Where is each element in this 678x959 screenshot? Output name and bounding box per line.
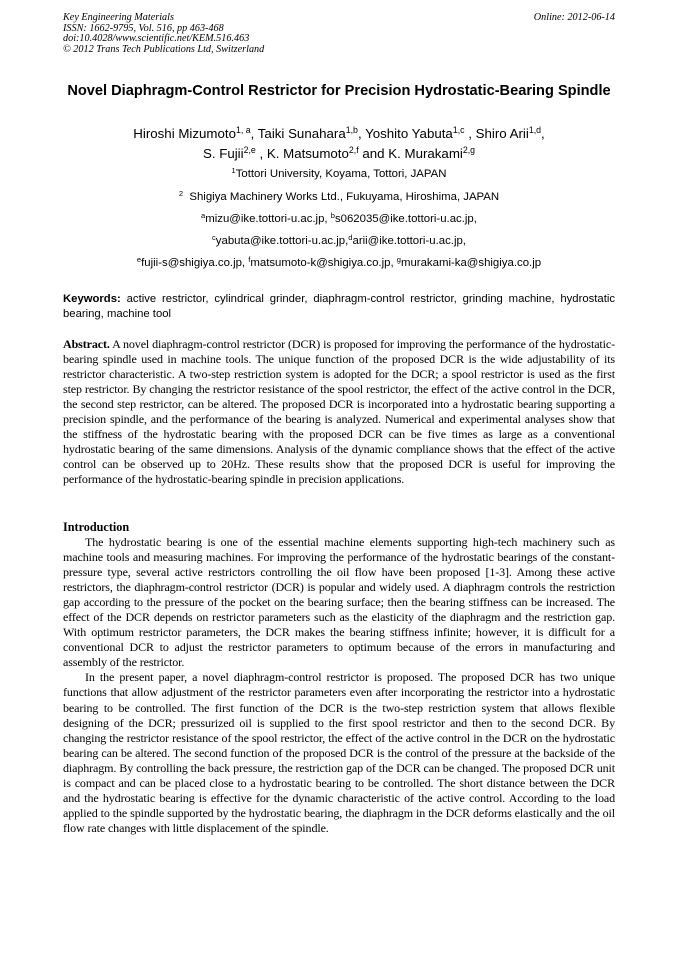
email-line-1: [63, 212, 615, 226]
affil-text: Tottori University, Koyama, Tottori, JAPAN: [235, 168, 447, 180]
abstract-text: A novel diaphragm-control restrictor (DCR) is proposed for improving the performance of the hydrostatic-bearing spindle used in machine tools. The unique function of the proposed DCR is the wide adjustability of its restrictor characteristic. A two-step restriction system is adopted for the DCR; a spool restrictor is used as the first step restrictor. By changing the restrictor resistance of the spool restrictor, the effect of the active control in the DCR, the second step restrictor, can be altered. The proposed DCR is incorporated into a hydrostatic bearing supporting a precision spindle, and the performance of the bearing is analyzed. Numerical and experimental analyses show that the stiffness of the hydrostatic bearing with the proposed DCR can be five times as large as a conventional hydrostatic bearing of the same dimensions. Analysis of the dynamic compliance shows that the effect of the active control can be observed up to 20Hz. These results show that the proposed DCR is useful for improving the performance of the hydrostatic-bearing spindle in precision applications.: [63, 337, 615, 487]
author-sup: 2,f: [348, 144, 359, 155]
email-address[interactable]: murakami-ka@shigiya.co.jp: [400, 257, 542, 269]
email-sup: c: [212, 232, 216, 242]
email-address[interactable]: matsumoto-k@shigiya.co.jp,: [250, 257, 394, 269]
keywords-text: active restrictor, cylindrical grinder, diaphragm-control restrictor, grinding machine, hydrostatic bearing, machine tool: [63, 293, 615, 320]
author-name: Hiroshi Mizumoto: [133, 126, 236, 141]
introduction-body: [63, 535, 615, 836]
author-sup: 2,g: [462, 144, 476, 155]
keywords-block: [63, 292, 615, 321]
keywords-label: Keywords:: [63, 293, 121, 305]
email-sup: f: [248, 254, 251, 264]
affil-sup: 2: [178, 188, 184, 198]
online-date: Online: 2012-06-14: [533, 12, 615, 23]
author-name: , Shiro Arii: [464, 126, 529, 141]
abstract-block: [63, 337, 615, 487]
issn-line: ISSN: 1662-9795, Vol. 516, pp 463-468: [63, 22, 224, 34]
author-name: S. Fujii: [202, 145, 244, 161]
email-address[interactable]: fujii-s@shigiya.co.jp,: [141, 257, 246, 269]
email-sup: d: [348, 232, 353, 242]
author-name: , Taiki Sunahara: [250, 126, 346, 141]
email-address[interactable]: s062035@ike.tottori-u.ac.jp,: [334, 213, 477, 225]
copyright-line: © 2012 Trans Tech Publications Ltd, Switzerland: [63, 43, 265, 55]
email-line-2: [63, 234, 615, 248]
email-address[interactable]: arii@ike.tottori-u.ac.jp,: [352, 235, 466, 247]
author-sup: 1,b: [345, 125, 358, 136]
affil-text: Shigiya Machinery Works Ltd., Fukuyama, Hiroshima, JAPAN: [189, 191, 500, 203]
author-sup: 1, a: [236, 125, 251, 136]
email-sup: b: [330, 210, 335, 220]
paragraph: The hydrostatic bearing is one of the essential machine elements supporting high-tech machinery such as machine tools and measuring machines. For improving the performance of the hydrostatic bearings of the constant-pressure type, several active restrictors controlling the oil flow have been proposed [1-3]. Among these active restrictors, the diaphragm-control restrictor (DCR) is popular and widely used. A diaphragm controls the restriction gap according to the pressure of the pocket on the bearing surface; then the bearing stiffness can be increased. The effect of the DCR depends on restrictor parameters such as the elasticity of the diaphragm and the restriction gap. With optimum restrictor parameters, the DCR makes the bearing stiffness infinite; however, it is difficult for a conventional DCR to adjust the restrictor parameters to optimum because of the errors in manufacturing and assembly of the restrictor.: [63, 535, 615, 670]
journal-header: [63, 13, 615, 55]
email-address[interactable]: yabuta@ike.tottori-u.ac.jp,: [215, 235, 349, 247]
email-sup: g: [396, 254, 401, 264]
affiliation-1: [63, 167, 615, 181]
author-separator: ,: [541, 126, 545, 141]
affil-sup: 1: [231, 165, 236, 175]
journal-name: Key Engineering Materials: [63, 12, 174, 23]
paper-title: Novel Diaphragm-Control Restrictor for Precision Hydrostatic-Bearing Spindle: [67, 83, 611, 99]
affiliation-2: [63, 190, 615, 204]
paragraph: In the present paper, a novel diaphragm-control restrictor is proposed. The proposed DCR has two unique functions that allow adjustment of the restrictor parameters even after incorporating the restrictor into a hydrostatic bearing to be controlled. The first function of the DCR is the two-step restriction system that allows flexible designing of the DCR; pressurized oil is supplied to the first spool restrictor and then to the second DCR. By changing the restrictor resistance of the spool restrictor, the effect of the active control in the DCR on the hydrostatic bearing can be altered. The second function of the proposed DCR is the control of the pressure at the backside of the diaphragm. By controlling the back pressure, the restriction gap of the DCR can be changed. The proposed DCR unit is compact and can be placed close to a hydrostatic bearing to be controlled. The short distance between the DCR and the hydrostatic bearing is effective for the dynamic characteristic of the active control. According to the load applied to the spindle supported by the hydrostatic bearing, the diaphragm in the DCR deforms elastically and the oil flow rate changes with little displacement of the spindle.: [63, 670, 615, 835]
email-address[interactable]: mizu@ike.tottori-u.ac.jp,: [205, 213, 328, 225]
abstract-label: Abstract.: [63, 337, 110, 351]
email-sup: a: [201, 210, 206, 220]
doi-line: doi:10.4028/www.scientific.net/KEM.516.463: [63, 33, 250, 45]
email-sup: e: [136, 254, 142, 264]
email-line-3: [63, 256, 615, 270]
author-sup: 1,d: [528, 125, 542, 136]
section-heading-introduction: Introduction: [63, 520, 130, 534]
author-sup: 1,c: [452, 125, 465, 136]
author-name: , Yoshito Yabuta: [357, 126, 453, 141]
author-sup: 2,e: [243, 144, 256, 155]
author-name: and K. Murakami: [358, 145, 463, 161]
author-name: , K. Matsumoto: [255, 145, 349, 161]
author-list: [63, 124, 615, 163]
